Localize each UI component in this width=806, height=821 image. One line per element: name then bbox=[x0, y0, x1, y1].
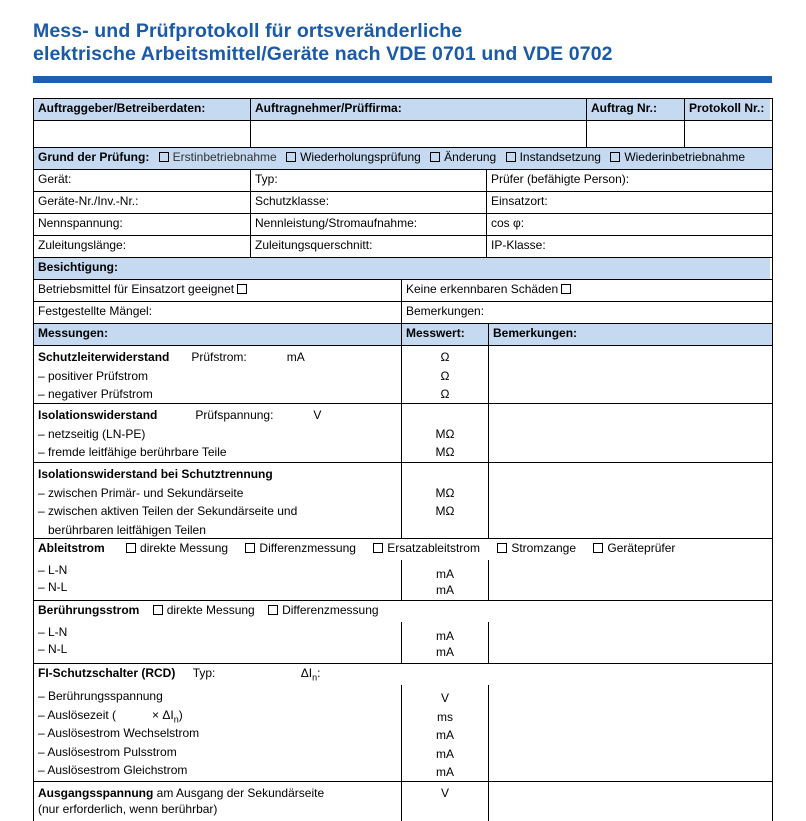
l-n: – L-N bbox=[38, 625, 68, 639]
header-auftragnehmer: Auftragnehmer/Prüffirma: bbox=[250, 99, 586, 120]
nennleistung-field[interactable]: Nennleistung/Stromaufnahme: bbox=[250, 214, 486, 235]
checkbox[interactable] bbox=[610, 152, 620, 162]
unit: MΩ bbox=[435, 485, 455, 500]
protokoll-nr-field[interactable] bbox=[684, 121, 770, 147]
unit: Ω bbox=[440, 368, 450, 383]
rcd-title: FI-Schutzschalter (RCD) bbox=[38, 666, 176, 680]
pruefspannung-unit: V bbox=[313, 408, 322, 422]
unit: V bbox=[440, 786, 449, 800]
checkbox[interactable] bbox=[286, 152, 296, 162]
checkbox[interactable] bbox=[373, 543, 383, 553]
auftrag-nr-field[interactable] bbox=[586, 121, 684, 147]
n-l: – N-L bbox=[38, 642, 68, 656]
grund-label: Grund der Prüfung: bbox=[38, 150, 150, 164]
geraet-field[interactable]: Gerät: bbox=[38, 172, 72, 186]
isolation-trennung-messwert[interactable] bbox=[401, 463, 488, 538]
rcd-bemerkung[interactable] bbox=[488, 685, 770, 781]
rcd-header bbox=[34, 664, 770, 685]
zuleitungsquerschnitt-field[interactable]: Zuleitungsquerschnitt: bbox=[250, 236, 486, 257]
ausgang-note: (nur erforderlich, wenn berührbar) bbox=[38, 802, 218, 816]
unit: Ω bbox=[440, 387, 450, 401]
rcd-lines bbox=[34, 685, 401, 781]
l-n: – L-N bbox=[38, 563, 68, 577]
checkbox[interactable] bbox=[497, 543, 507, 553]
protocol-form bbox=[33, 98, 773, 821]
aktive-teile: – zwischen aktiven Teilen der Sekundärseite und bbox=[38, 504, 298, 518]
checkbox[interactable] bbox=[159, 152, 169, 162]
checkbox[interactable] bbox=[126, 543, 136, 553]
grund-option-wiederinbetrieb[interactable]: Wiederinbetriebnahme bbox=[610, 150, 745, 164]
ausgang-title: Ausgangsspannung bbox=[38, 786, 154, 800]
ableitstrom-bemerkung[interactable] bbox=[488, 560, 770, 600]
ausloesestrom-wechsel: – Auslösestrom Wechselstrom bbox=[38, 726, 200, 740]
schutzleiter-messwert[interactable] bbox=[401, 346, 488, 403]
schaeden-label: Keine erkennbaren Schäden bbox=[406, 282, 559, 296]
isolation-trennung-title: Isolationswiderstand bei Schutztrennung bbox=[38, 467, 273, 481]
unit: MΩ bbox=[435, 445, 455, 459]
geeignet-label: Betriebsmittel für Einsatzort geeignet bbox=[38, 282, 235, 296]
checkbox[interactable] bbox=[430, 152, 440, 162]
messwert-header: Messwert: bbox=[401, 324, 488, 345]
unit: Ω bbox=[440, 350, 450, 364]
ableitstrom-header: Ableitstrom direkte Messung Differenzmessung Ersatzableitstrom Stromzange Geräteprüfer bbox=[38, 541, 676, 555]
positiver-pruefstrom: – positiver Prüfstrom bbox=[38, 368, 149, 383]
zuleitungslaenge-field[interactable]: Zuleitungslänge: bbox=[38, 238, 127, 252]
ableitstrom-messwert[interactable] bbox=[401, 560, 488, 600]
rcd-messwert[interactable] bbox=[401, 685, 488, 781]
pruefstrom-label: Prüfstrom: bbox=[191, 350, 247, 364]
nennspannung-field[interactable]: Nennspannung: bbox=[38, 216, 123, 230]
geraete-nr-field[interactable]: Geräte-Nr./Inv.-Nr.: bbox=[38, 194, 139, 208]
checkbox[interactable] bbox=[245, 543, 255, 553]
ableitstrom-lines bbox=[34, 560, 401, 600]
beruehrungsstrom-messwert[interactable] bbox=[401, 622, 488, 663]
schutzleiter-block bbox=[34, 346, 401, 403]
grund-option-erst[interactable]: Erstinbetriebnahme bbox=[159, 150, 277, 164]
ausgang-bemerkung[interactable] bbox=[488, 782, 770, 821]
unit: mA bbox=[436, 765, 454, 779]
unit: mA bbox=[436, 728, 454, 742]
n-l: – N-L bbox=[38, 580, 68, 594]
unit: V bbox=[440, 691, 449, 705]
unit: mA bbox=[436, 645, 454, 659]
pruefstrom-unit: mA bbox=[286, 350, 305, 364]
ausloesezeit: – Auslösezeit ( × $\Delta I_n$) bbox=[38, 707, 183, 724]
ausgang-title-rest: am Ausgang der Sekundärseite bbox=[153, 786, 325, 800]
isolation-messwert[interactable] bbox=[401, 404, 488, 462]
ableitstrom-title: Ableitstrom bbox=[38, 541, 105, 555]
document-title bbox=[33, 20, 613, 66]
rcd-typ-label: Typ: bbox=[192, 666, 216, 680]
maengel-field[interactable]: Festgestellte Mängel: bbox=[38, 304, 153, 318]
messungen-header: Messungen: bbox=[38, 326, 109, 340]
bemerkungen-header: Bemerkungen: bbox=[488, 324, 770, 345]
auftraggeber-field[interactable] bbox=[34, 121, 250, 147]
unit: MΩ bbox=[435, 504, 455, 518]
grund-row bbox=[34, 148, 770, 169]
schaeden-checkbox[interactable] bbox=[561, 284, 571, 294]
grund-option-wiederholung[interactable]: Wiederholungsprüfung bbox=[286, 150, 421, 164]
checkbox[interactable] bbox=[506, 152, 516, 162]
schutzleiter-title: Schutzleiterwiderstand bbox=[38, 350, 170, 364]
header-protokoll-nr: Protokoll Nr.: bbox=[684, 99, 770, 120]
typ-field[interactable]: Typ: bbox=[250, 170, 486, 191]
cosphi-field[interactable]: cos φ: bbox=[486, 214, 770, 235]
beruehrungsstrom-header: Berührungsstrom direkte Messung Differenzmessung bbox=[38, 603, 379, 617]
header-auftrag-nr: Auftrag Nr.: bbox=[586, 99, 684, 120]
schutzleiter-bemerkung[interactable] bbox=[488, 346, 770, 403]
title-rule bbox=[33, 76, 772, 83]
rcd-delta-label: $\Delta I_n$: bbox=[300, 666, 321, 683]
isolation-title: Isolationswiderstand bbox=[38, 408, 158, 422]
title-line-2: elektrische Arbeitsmittel/Geräte nach VDE 0701 und VDE 0702 bbox=[33, 43, 613, 65]
ausgang-block bbox=[34, 782, 401, 821]
title-line-1: Mess- und Prüfprotokoll für ortsveränderliche bbox=[33, 20, 463, 42]
unit: mA bbox=[436, 746, 454, 761]
isolation-bemerkung[interactable] bbox=[488, 404, 770, 462]
auftragnehmer-field[interactable] bbox=[250, 121, 586, 147]
isolation-block bbox=[34, 404, 401, 462]
unit: mA bbox=[436, 629, 454, 643]
geeignet-row bbox=[34, 280, 401, 301]
grund-option-aenderung[interactable]: Änderung bbox=[430, 150, 496, 164]
ausloesestrom-puls: – Auslösestrom Pulsstrom bbox=[38, 744, 177, 759]
checkbox[interactable] bbox=[593, 543, 603, 553]
unit: ms bbox=[437, 709, 453, 724]
pruefspannung-label: Prüfspannung: bbox=[195, 408, 274, 422]
pruefer-field[interactable]: Prüfer (befähigte Person): bbox=[486, 170, 770, 191]
beruehrungsstrom-lines bbox=[34, 622, 401, 663]
negativer-pruefstrom: – negativer Prüfstrom bbox=[38, 387, 153, 401]
geeignet-checkbox[interactable] bbox=[237, 284, 247, 294]
besichtigung-header: Besichtigung: bbox=[34, 258, 770, 279]
beruehrungsstrom-title: Berührungsstrom bbox=[38, 603, 140, 617]
beruehrungsspannung: – Berührungsspannung bbox=[38, 689, 163, 703]
netzseitig: – netzseitig (LN-PE) bbox=[38, 426, 146, 441]
fremde-teile: – fremde leitfähige berührbare Teile bbox=[38, 445, 227, 459]
unit: MΩ bbox=[435, 426, 455, 441]
unit: mA bbox=[436, 583, 454, 597]
beruehrbare-teile: berührbaren leitfähigen Teilen bbox=[48, 522, 206, 537]
schutzklasse-field[interactable]: Schutzklasse: bbox=[250, 192, 486, 213]
beruehrungsstrom-bemerkung[interactable] bbox=[488, 622, 770, 663]
schaeden-row bbox=[401, 280, 770, 301]
ausgang-messwert[interactable] bbox=[401, 782, 488, 821]
bemerkungen-field[interactable]: Bemerkungen: bbox=[401, 302, 770, 323]
ip-klasse-field[interactable]: IP-Klasse: bbox=[486, 236, 770, 257]
grund-option-instandsetzung[interactable]: Instandsetzung bbox=[506, 150, 601, 164]
isolation-trennung-bemerkung[interactable] bbox=[488, 463, 770, 538]
ausloesestrom-gleich: – Auslösestrom Gleichstrom bbox=[38, 763, 188, 777]
einsatzort-field[interactable]: Einsatzort: bbox=[486, 192, 770, 213]
checkbox[interactable] bbox=[153, 605, 163, 615]
primaer-sekundaer: – zwischen Primär- und Sekundärseite bbox=[38, 485, 244, 500]
checkbox[interactable] bbox=[268, 605, 278, 615]
unit: mA bbox=[436, 567, 454, 581]
isolation-trennung-block bbox=[34, 463, 401, 538]
header-auftraggeber: Auftraggeber/Betreiberdaten: bbox=[34, 99, 250, 120]
